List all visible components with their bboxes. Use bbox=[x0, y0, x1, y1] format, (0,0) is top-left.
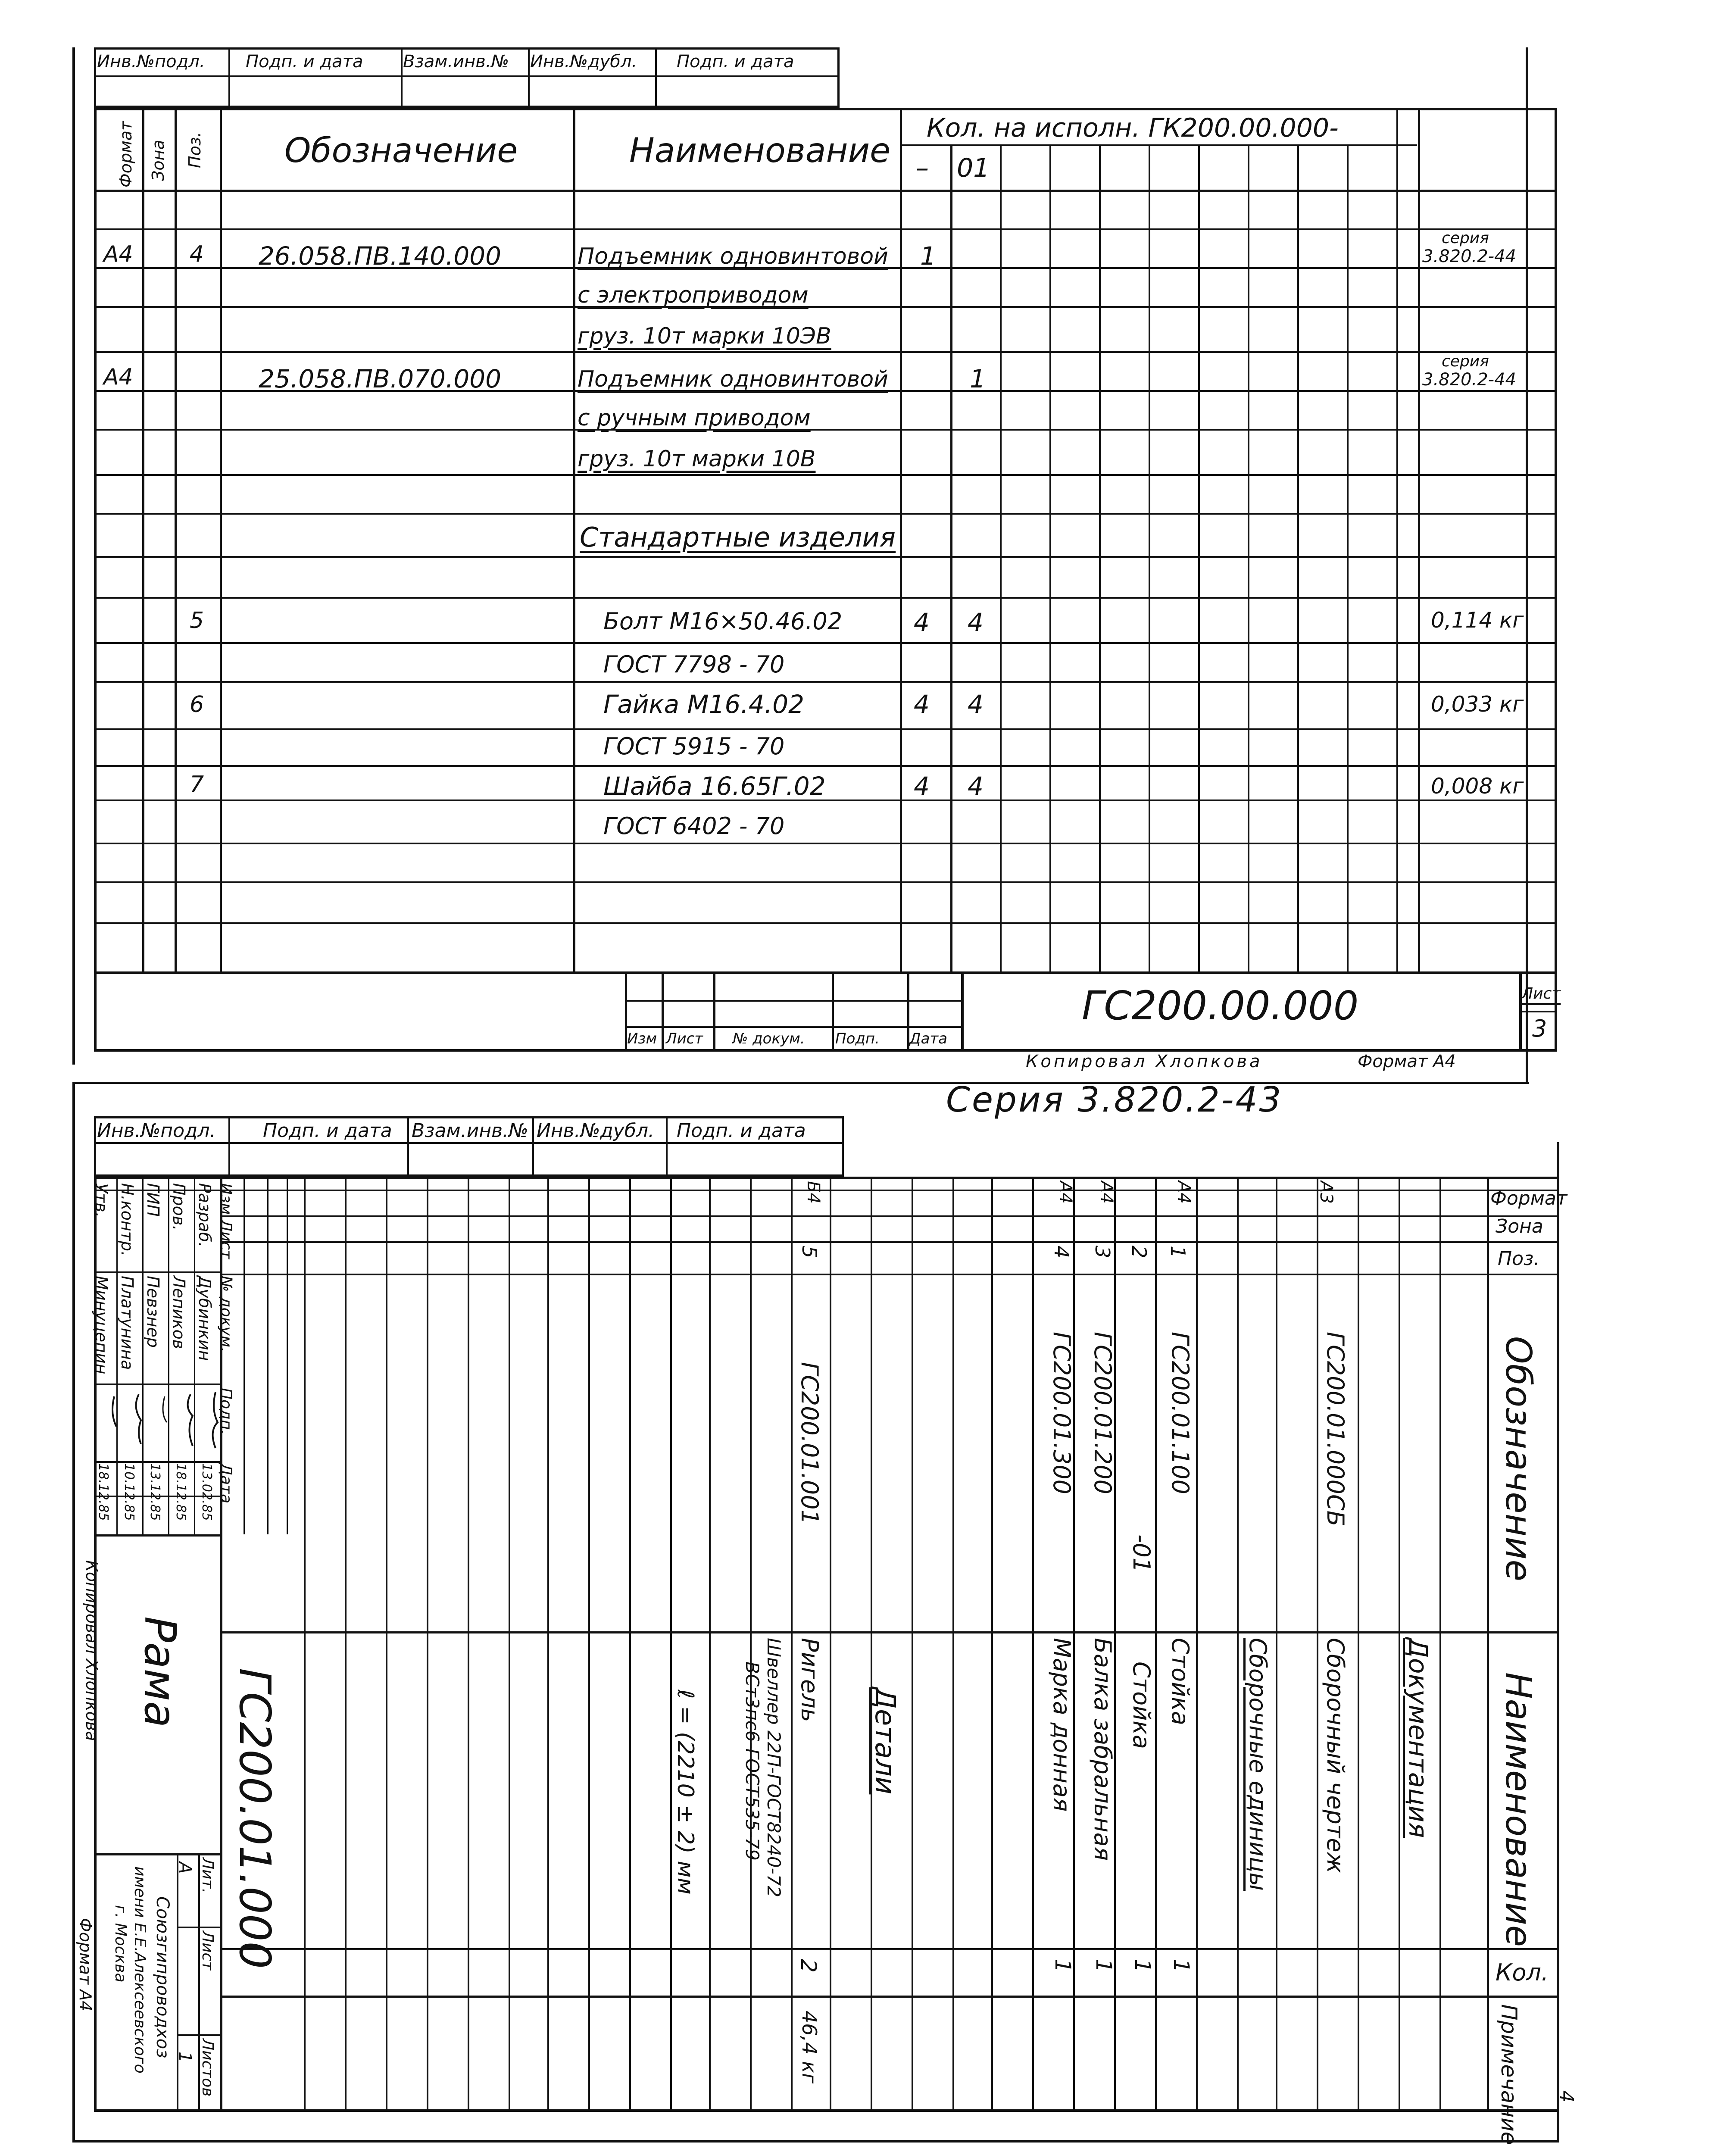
tb-col-list: Лист bbox=[666, 1030, 703, 1047]
section-details: Детали bbox=[869, 1687, 901, 1795]
row-pos: 3 bbox=[1091, 1246, 1114, 1259]
sig-header-list: Лист bbox=[217, 1220, 235, 1259]
row-pos: 4 bbox=[190, 241, 204, 267]
row-name: с ручным приводом bbox=[578, 405, 811, 431]
row-note: серия bbox=[1442, 229, 1489, 247]
row-name: Стойка bbox=[1128, 1662, 1155, 1749]
sig-date: 18.12.85 bbox=[96, 1463, 111, 1521]
section-documentation: Документация bbox=[1403, 1638, 1433, 1838]
row-designation: ГС200.01.001 bbox=[796, 1362, 823, 1524]
sheet-number: 3 bbox=[1532, 1015, 1547, 1042]
header-format: Формат bbox=[116, 121, 135, 187]
header-pos: Поз. bbox=[185, 131, 204, 168]
row-note: 0,114 кг bbox=[1431, 608, 1524, 633]
sig-date: 13.02.85 bbox=[199, 1463, 214, 1521]
sheets-label: Листов bbox=[199, 2039, 216, 2097]
row-designation: ГС200.01.300 bbox=[1048, 1332, 1075, 1494]
row-designation: ГС200.01.200 bbox=[1089, 1332, 1116, 1494]
row-note: серия bbox=[1442, 353, 1489, 370]
row-designation: 25.058.ПВ.070.000 bbox=[259, 364, 502, 394]
sig-role: Пров. bbox=[169, 1183, 188, 1231]
stamp-inv-podl: Инв.№подл. bbox=[97, 1120, 216, 1142]
sig-header-date: Дата bbox=[217, 1463, 235, 1504]
row-qty-2: 4 bbox=[968, 771, 984, 801]
drawing-title: Рама bbox=[135, 1616, 185, 1728]
row-pos: 2 bbox=[1127, 1246, 1151, 1259]
header-pos: Поз. bbox=[1498, 1248, 1540, 1270]
row-format: А4 bbox=[1055, 1181, 1075, 1204]
series-caption: Серия 3.820.2-43 bbox=[946, 1080, 1283, 1120]
row-note: 0,008 кг bbox=[1431, 774, 1524, 799]
drawing-doc-number: ГС200.01.000 bbox=[230, 1668, 280, 1969]
row-pos: 5 bbox=[798, 1246, 821, 1259]
row-name: груз. 10т марки 10В bbox=[578, 446, 816, 472]
row-qty-2: 4 bbox=[968, 608, 984, 637]
row-name: ℓ = (2210 ± 2) мм bbox=[672, 1690, 698, 1895]
stamp-sign-date-2: Подп. и дата bbox=[677, 52, 794, 72]
sheet-divider bbox=[72, 1082, 1529, 1084]
sig-date: 13.12.85 bbox=[147, 1463, 162, 1521]
row-name: Балка забральная bbox=[1089, 1638, 1116, 1861]
header-format: Формат bbox=[1490, 1187, 1567, 1209]
row-qty-2: 1 bbox=[970, 364, 986, 394]
row-name: Швеллер 22П-ГОСТ8240-72 bbox=[763, 1638, 784, 1898]
row-name: Болт М16×50.46.02 bbox=[603, 608, 843, 635]
header-variant-dash: – bbox=[916, 153, 929, 183]
row-pos: 1 bbox=[1166, 1246, 1190, 1259]
row-name: Сборочный чертеж bbox=[1322, 1638, 1349, 1874]
stamp-vzam-inv: Взам.инв.№ bbox=[403, 52, 509, 72]
row-name: ВСт3пс6-ГОСТ535-79 bbox=[742, 1662, 763, 1861]
row-note: 3.820.2-44 bbox=[1422, 370, 1517, 390]
row-format: А4 bbox=[103, 241, 133, 267]
section-standard-items: Стандартные изделия bbox=[580, 522, 896, 553]
sig-role: Разраб. bbox=[195, 1183, 214, 1248]
sig-name: Минуцепин bbox=[92, 1276, 111, 1374]
header-qty: Кол. bbox=[1496, 1959, 1549, 1986]
header-zone: Зона bbox=[1496, 1215, 1543, 1237]
sheet-label: Лист bbox=[199, 1931, 216, 1971]
row-name: ГОСТ 7798 - 70 bbox=[603, 651, 785, 678]
row-qty: 1 bbox=[1130, 1959, 1155, 1973]
sig-name: Певзнер bbox=[144, 1276, 162, 1348]
row-name: груз. 10т марки 10ЭВ bbox=[578, 323, 831, 349]
row-name: Ригель bbox=[796, 1638, 823, 1722]
sig-header-izm: Изм bbox=[217, 1183, 235, 1215]
row-pos: 5 bbox=[190, 608, 204, 634]
lit-label: Лит. bbox=[199, 1858, 216, 1893]
header-designation: Обозначение bbox=[1498, 1336, 1539, 1581]
row-qty-2: 4 bbox=[968, 690, 984, 719]
row-name: ГОСТ 5915 - 70 bbox=[603, 733, 785, 760]
row-qty: 1 bbox=[1169, 1959, 1194, 1973]
sig-date: 10.12.85 bbox=[122, 1463, 137, 1521]
row-format: А3 bbox=[1316, 1181, 1336, 1204]
row-pos: 4 bbox=[1050, 1246, 1073, 1259]
sig-name: Дубинкин bbox=[195, 1276, 214, 1361]
row-pos: 7 bbox=[190, 771, 204, 797]
header-designation: Обозначение bbox=[284, 131, 518, 170]
row-name: Шайба 16.65Г.02 bbox=[603, 771, 826, 801]
page-number: 4 bbox=[1555, 2090, 1577, 2102]
org-name: Союзгипроводхоз bbox=[153, 1896, 172, 2058]
row-note: 0,033 кг bbox=[1431, 692, 1524, 717]
signatures-scribble bbox=[99, 1388, 220, 1457]
row-designation: -01 bbox=[1128, 1534, 1155, 1573]
header-variant-01: 01 bbox=[957, 153, 990, 183]
stamp-sign-date: Подп. и дата bbox=[246, 52, 363, 72]
header-note: Примечание bbox=[1496, 2004, 1521, 2145]
row-name: Подъемник одновинтовой bbox=[578, 244, 888, 269]
stamp-sign-date: Подп. и дата bbox=[263, 1120, 392, 1142]
sheet-label: Лист bbox=[1521, 985, 1561, 1003]
row-name: с электроприводом bbox=[578, 282, 809, 308]
sheets-value: 1 bbox=[175, 2052, 195, 2063]
stamp-inv-dubl: Инв.№дубл. bbox=[530, 52, 637, 72]
row-name: Стойка bbox=[1167, 1638, 1194, 1726]
stamp-vzam-inv: Взам.инв.№ bbox=[412, 1120, 528, 1142]
copied-by: Копировал Хлопкова bbox=[82, 1560, 101, 1741]
row-qty-1: 1 bbox=[920, 241, 936, 271]
tb-col-izm: Изм bbox=[627, 1030, 657, 1047]
stamp-sign-date-2: Подп. и дата bbox=[677, 1120, 806, 1142]
row-qty-1: 4 bbox=[914, 771, 930, 801]
row-name: Марка донная bbox=[1048, 1638, 1075, 1812]
stamp-inv-podl: Инв.№подл. bbox=[97, 52, 205, 72]
sig-header-doc: № докум. bbox=[217, 1276, 235, 1352]
row-qty-1: 4 bbox=[914, 608, 930, 637]
sig-header-sign: Подп. bbox=[217, 1388, 235, 1435]
row-designation: ГС200.01.100 bbox=[1167, 1332, 1194, 1494]
row-note: 3.820.2-44 bbox=[1422, 247, 1517, 266]
row-format: А4 bbox=[103, 364, 133, 390]
sig-role: Н.контр. bbox=[118, 1183, 137, 1257]
row-designation: 26.058.ПВ.140.000 bbox=[259, 241, 502, 271]
org-name: имени Е.Е.Алексеевского bbox=[131, 1866, 149, 2074]
row-format: А4 bbox=[1096, 1181, 1116, 1204]
header-qty-title: Кол. на исполн. ГК200.00.000- bbox=[927, 113, 1339, 143]
header-name: Наименование bbox=[1498, 1672, 1539, 1947]
row-format: Б4 bbox=[803, 1181, 823, 1204]
row-qty-1: 4 bbox=[914, 690, 930, 719]
sig-role: Утв. bbox=[92, 1183, 111, 1218]
doc-number: ГС200.00.000 bbox=[1082, 983, 1359, 1029]
sig-date: 18.12.85 bbox=[173, 1463, 188, 1521]
row-name: ГОСТ 6402 - 70 bbox=[603, 812, 785, 840]
lit-value: А bbox=[175, 1862, 195, 1874]
format-footer: Формат А4 bbox=[1358, 1052, 1456, 1071]
stamp-inv-dubl: Инв.№дубл. bbox=[537, 1120, 655, 1142]
header-zone: Зона bbox=[149, 140, 168, 181]
sig-role: ГИП bbox=[144, 1183, 162, 1217]
row-format: А4 bbox=[1174, 1181, 1194, 1204]
section-assembly-units: Сборочные единицы bbox=[1244, 1638, 1271, 1891]
row-name: Гайка М16.4.02 bbox=[603, 690, 804, 719]
sig-name: Платунина bbox=[118, 1276, 137, 1370]
row-note: 46,4 кг bbox=[798, 2011, 821, 2083]
row-qty: 1 bbox=[1091, 1959, 1116, 1973]
frame-line bbox=[72, 47, 75, 1065]
header-name: Наименование bbox=[629, 131, 891, 170]
row-name: Подъемник одновинтовой bbox=[578, 366, 888, 392]
copied-by: Копировал Хлопкова bbox=[1026, 1052, 1263, 1071]
format-footer: Формат А4 bbox=[76, 1918, 95, 2011]
tb-col-date: Дата bbox=[909, 1030, 948, 1047]
org-city: г. Москва bbox=[112, 1905, 129, 1983]
tb-col-sign: Подп. bbox=[835, 1030, 880, 1047]
tb-col-doc: № докум. bbox=[733, 1030, 805, 1047]
row-qty: 2 bbox=[796, 1959, 821, 1973]
row-qty: 1 bbox=[1050, 1959, 1075, 1973]
row-pos: 6 bbox=[190, 692, 204, 718]
sig-name: Лепиков bbox=[169, 1276, 188, 1349]
row-designation: ГС200.01.000СБ bbox=[1322, 1332, 1349, 1527]
